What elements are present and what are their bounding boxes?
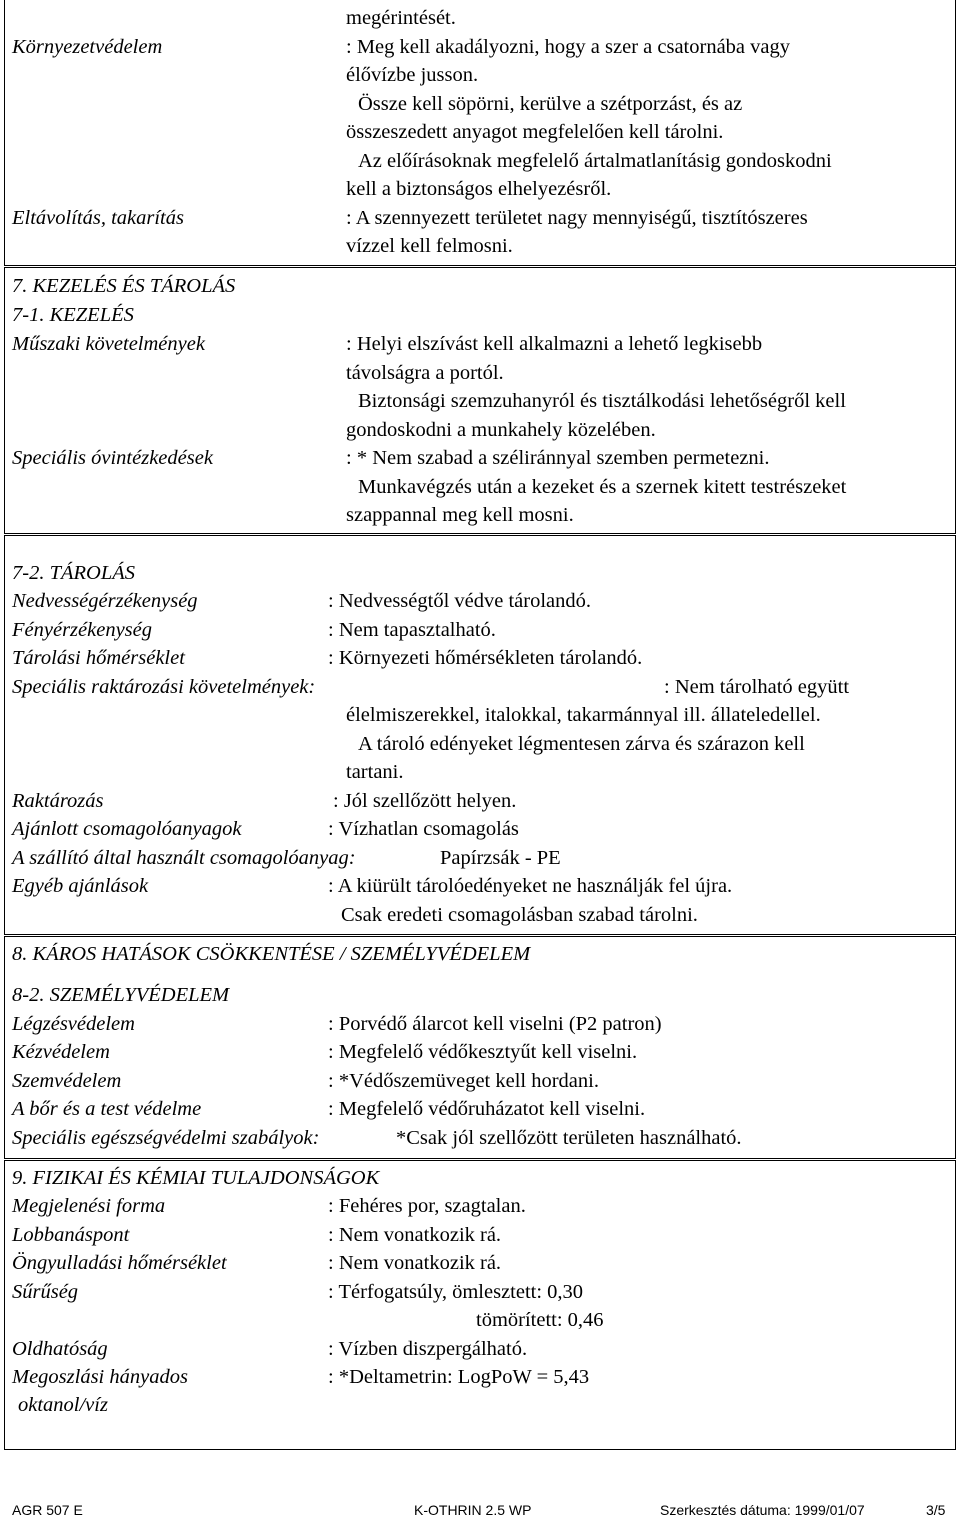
storage-temp-label: Tárolási hőmérséklet bbox=[12, 647, 185, 669]
solubility-value: : Vízben diszpergálható. bbox=[328, 1338, 528, 1360]
autoignition-value: : Nem vonatkozik rá. bbox=[328, 1252, 502, 1274]
precautions-text-3: szappannal meg kell mosni. bbox=[346, 504, 574, 526]
appearance-value: : Fehéres por, szagtalan. bbox=[328, 1195, 526, 1217]
cleanup-text-1: : A szennyezett területet nagy mennyiségű, tisztítószeres bbox=[346, 207, 808, 229]
env-text-6: kell a biztonságos elhelyezésről. bbox=[346, 178, 612, 200]
eye-label: Szemvédelem bbox=[12, 1070, 122, 1092]
eye-value: : *Védőszemüveget kell hordani. bbox=[328, 1070, 599, 1092]
partition-label-2: oktanol/víz bbox=[18, 1394, 108, 1416]
skin-label: A bőr és a test védelme bbox=[12, 1098, 202, 1120]
flash-point-label: Lobbanáspont bbox=[12, 1224, 130, 1246]
skin-value: : Megfelelő védőruházatot kell viselni. bbox=[328, 1098, 646, 1120]
cleanup-text-2: vízzel kell felmosni. bbox=[346, 235, 513, 257]
respiratory-label: Légzésvédelem bbox=[12, 1013, 135, 1035]
moisture-value: : Nedvességtől védve tárolandó. bbox=[328, 590, 592, 612]
light-value: : Nem tapasztalható. bbox=[328, 619, 496, 641]
env-protection-label: Környezetvédelem bbox=[12, 36, 163, 58]
density-value-2: tömörített: 0,46 bbox=[476, 1309, 604, 1331]
footer-page-number: 3/5 bbox=[926, 1502, 946, 1518]
special-storage-text-3: A tároló edényeket légmentesen zárva és szárazon kell bbox=[358, 733, 805, 755]
tech-req-text-3: Biztonsági szemzuhanyról és tisztálkodási lehetőségről kell bbox=[358, 390, 846, 412]
supplier-packaging-value: Papírzsák - PE bbox=[440, 847, 561, 869]
special-storage-label: Speciális raktározási követelmények: bbox=[12, 676, 316, 698]
moisture-label: Nedvességérzékenység bbox=[12, 590, 198, 612]
section-7-2-title: 7-2. TÁROLÁS bbox=[12, 562, 135, 584]
footer-date: Szerkesztés dátuma: 1999/01/07 bbox=[660, 1502, 865, 1518]
section-9-title: 9. FIZIKAI ÉS KÉMIAI TULAJDONSÁGOK bbox=[12, 1167, 380, 1189]
light-label: Fényérzékenység bbox=[12, 619, 152, 641]
spill-text-continued: megérintését. bbox=[346, 7, 456, 29]
env-text-3: Össze kell söpörni, kerülve a szétporzást, és az bbox=[358, 93, 743, 115]
other-recommendations-text-2: Csak eredeti csomagolásban szabad tárolni. bbox=[341, 904, 698, 926]
precautions-text-1: : * Nem szabad a széliránnyal szemben permetezni. bbox=[346, 447, 770, 469]
respiratory-value: : Porvédő álarcot kell viselni (P2 patron) bbox=[328, 1013, 662, 1035]
tech-req-text-2: távolságra a portól. bbox=[346, 362, 504, 384]
special-storage-text-4: tartani. bbox=[346, 761, 404, 783]
section-7-title: 7. KEZELÉS ÉS TÁROLÁS bbox=[12, 275, 236, 297]
partition-label: Megoszlási hányados bbox=[12, 1366, 188, 1388]
section-8-title: 8. KÁROS HATÁSOK CSÖKKENTÉSE / SZEMÉLYVÉDELEM bbox=[12, 943, 531, 965]
health-rules-label: Speciális egészségvédelmi szabályok: bbox=[12, 1127, 320, 1149]
precautions-label: Speciális óvintézkedések bbox=[12, 447, 213, 469]
section-7-1-title: 7-1. KEZELÉS bbox=[12, 304, 134, 326]
supplier-packaging-label: A szállító által használt csomagolóanyag: bbox=[12, 847, 356, 869]
autoignition-label: Öngyulladási hőmérséklet bbox=[12, 1252, 227, 1274]
appearance-label: Megjelenési forma bbox=[12, 1195, 166, 1217]
env-text-2: élővízbe jusson. bbox=[346, 64, 479, 86]
tech-req-label: Műszaki követelmények bbox=[12, 333, 205, 355]
hand-label: Kézvédelem bbox=[12, 1041, 110, 1063]
env-text-1: : Meg kell akadályozni, hogy a szer a csatornába vagy bbox=[346, 36, 790, 58]
health-rules-value: *Csak jól szellőzött területen használható. bbox=[396, 1127, 742, 1149]
env-text-4: összeszedett anyagot megfelelően kell tárolni. bbox=[346, 121, 724, 143]
precautions-text-2: Munkavégzés után a kezeket és a szernek kitett testrészeket bbox=[358, 476, 847, 498]
footer-product: K-OTHRIN 2.5 WP bbox=[414, 1502, 532, 1518]
density-label: Sűrűség bbox=[12, 1281, 79, 1303]
storage-temp-value: : Környezeti hőmérsékleten tárolandó. bbox=[328, 647, 643, 669]
warehousing-value: : Jól szellőzött helyen. bbox=[333, 790, 517, 812]
footer-doc-code: AGR 507 E bbox=[12, 1502, 83, 1518]
warehousing-label: Raktározás bbox=[12, 790, 104, 812]
solubility-label: Oldhatóság bbox=[12, 1338, 108, 1360]
hand-value: : Megfelelő védőkesztyűt kell viselni. bbox=[328, 1041, 638, 1063]
special-storage-text-2: élelmiszerekkel, italokkal, takarmánnyal ill. állateledellel. bbox=[346, 704, 821, 726]
flash-point-value: : Nem vonatkozik rá. bbox=[328, 1224, 502, 1246]
tech-req-text-4: gondoskodni a munkahely közelében. bbox=[346, 419, 656, 441]
env-text-5: Az előírásoknak megfelelő ártalmatlanításig gondoskodni bbox=[358, 150, 832, 172]
packaging-value: : Vízhatlan csomagolás bbox=[328, 818, 519, 840]
section-8-2-title: 8-2. SZEMÉLYVÉDELEM bbox=[12, 984, 230, 1006]
tech-req-text-1: : Helyi elszívást kell alkalmazni a lehető legkisebb bbox=[346, 333, 763, 355]
special-storage-text-1: : Nem tárolható együtt bbox=[664, 676, 850, 698]
other-recommendations-text-1: : A kiürült tárolóedényeket ne használják fel újra. bbox=[328, 875, 733, 897]
partition-value: : *Deltametrin: LogPoW = 5,43 bbox=[328, 1366, 590, 1388]
packaging-label: Ajánlott csomagolóanyagok bbox=[12, 818, 242, 840]
cleanup-label: Eltávolítás, takarítás bbox=[12, 207, 184, 229]
other-recommendations-label: Egyéb ajánlások bbox=[12, 875, 149, 897]
density-value: : Térfogatsúly, ömlesztett: 0,30 bbox=[328, 1281, 584, 1303]
